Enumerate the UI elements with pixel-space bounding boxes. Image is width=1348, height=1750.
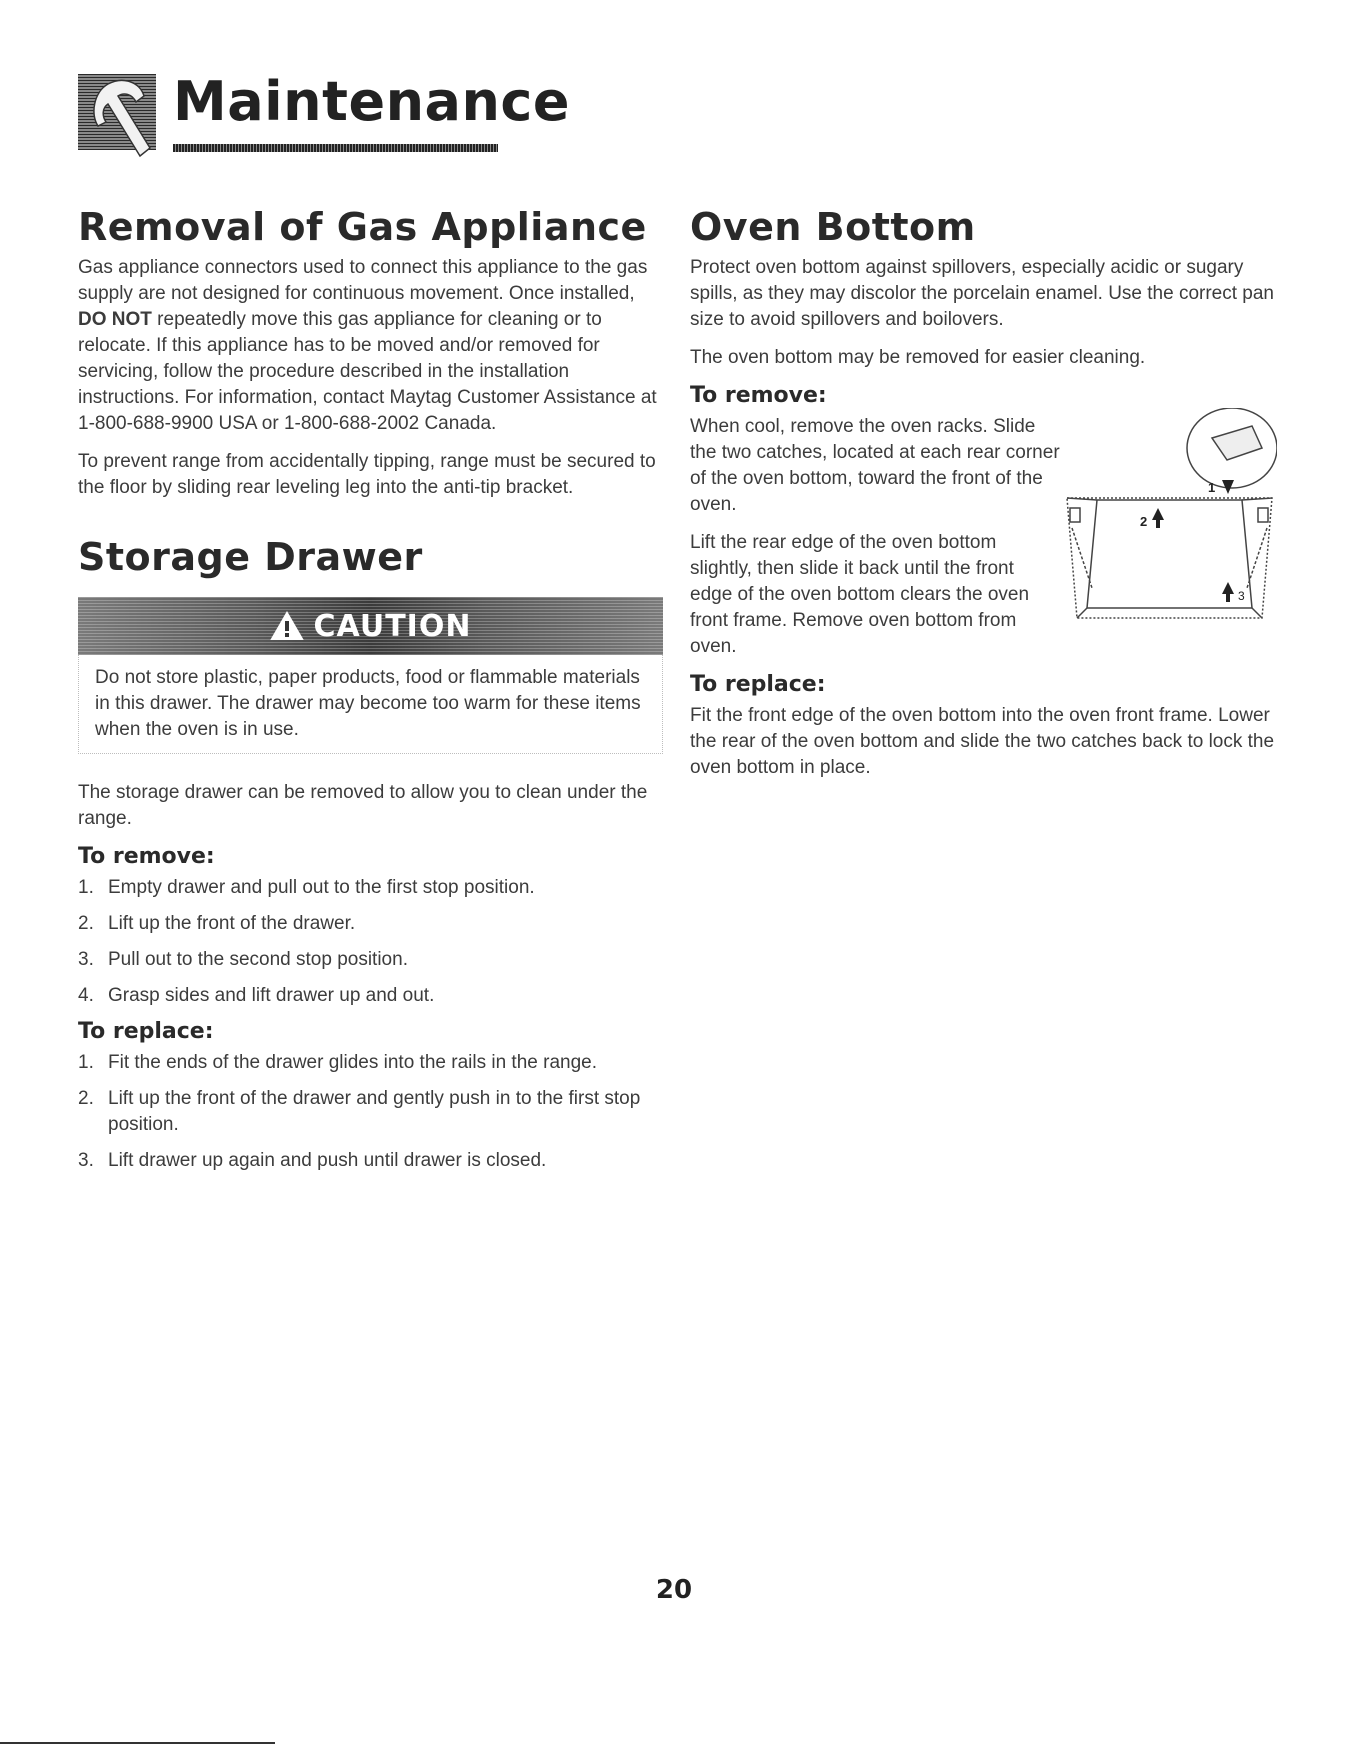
oven-heading: Oven Bottom	[690, 205, 976, 249]
oven-paragraph-2: The oven bottom may be removed for easier cleaning.	[690, 347, 1146, 368]
drawer-intro: The storage drawer can be removed to allow you to clean under the range.	[78, 782, 648, 829]
step-number: 4.	[78, 985, 94, 1006]
step-text: Lift up the front of the drawer.	[108, 913, 356, 934]
gas-text-a: Gas appliance connectors used to connect this appliance to the gas supply are not designed for continuous movement. Once installed,	[78, 257, 648, 304]
list-item	[78, 1148, 663, 1174]
drawer-replace-list	[78, 1050, 663, 1174]
step-text: Lift up the front of the drawer and gently push in to the first stop position.	[108, 1088, 641, 1135]
list-item	[78, 875, 663, 901]
caution-label: CAUTION	[313, 608, 472, 644]
drawer-replace-heading: To replace:	[78, 1019, 214, 1044]
list-item	[78, 947, 663, 973]
drawer-heading: Storage Drawer	[78, 535, 423, 579]
step-number: 2.	[78, 913, 94, 934]
figure-label-2: 2	[1140, 514, 1148, 529]
drawer-remove-list	[78, 875, 663, 1009]
page-header	[78, 62, 571, 162]
arrow-3-icon	[1222, 582, 1234, 594]
list-item	[78, 983, 663, 1009]
do-not-emphasis: DO NOT	[78, 309, 152, 330]
gas-paragraph-2: To prevent range from accidentally tipping, range must be secured to the floor by sliding rear leveling leg into the anti-tip bracket.	[78, 451, 656, 498]
arrow-2-shaft	[1156, 520, 1160, 528]
figure-label-3: 3	[1238, 589, 1245, 603]
arrow-3-shaft	[1226, 594, 1230, 602]
step-text: Grasp sides and lift drawer up and out.	[108, 985, 435, 1006]
oven-bottom-diagram	[1062, 408, 1277, 628]
step-number: 2.	[78, 1088, 94, 1109]
list-item	[78, 1050, 663, 1076]
list-item	[78, 911, 663, 937]
oven-remove-block	[690, 414, 1290, 660]
drawer-remove-heading: To remove:	[78, 844, 215, 869]
arrow-2-icon	[1152, 508, 1164, 520]
right-column	[690, 205, 1290, 793]
step-text: Fit the ends of the drawer glides into the rails in the range.	[108, 1052, 597, 1073]
gas-appliance-section	[78, 205, 663, 501]
step-text: Pull out to the second stop position.	[108, 949, 408, 970]
oven-remove-paragraph-1: When cool, remove the oven racks. Slide the two catches, located at each rear corner of the oven bottom, toward the front of the oven.	[690, 416, 1060, 515]
step-text: Lift drawer up again and push until drawer is closed.	[108, 1150, 547, 1171]
warning-triangle-icon	[270, 611, 304, 641]
oven-bottom-section	[690, 205, 1290, 781]
oven-remove-heading: To remove:	[690, 383, 827, 408]
step-number: 1.	[78, 1052, 94, 1073]
step-text: Empty drawer and pull out to the first stop position.	[108, 877, 535, 898]
gas-paragraph-1	[78, 255, 663, 437]
caution-text: Do not store plastic, paper products, food or flammable materials in this drawer. The drawer may become too warm for these items when the oven is in use.	[78, 655, 663, 754]
figure-label-1: 1	[1208, 480, 1216, 495]
gas-text-b: repeatedly move this gas appliance for cleaning or to relocate. If this appliance has to be moved and/or removed for servicing, follow the procedure described in the installation instructions. For information, contact Maytag Customer Assistance at 1-800-688-9900 USA or 1-800-688-2002 Canada.	[78, 309, 657, 434]
oven-remove-paragraph-2: Lift the rear edge of the oven bottom slightly, then slide it back until the front edge of the oven bottom clears the oven front frame. Remove oven bottom from oven.	[690, 532, 1030, 657]
oven-replace-paragraph: Fit the front edge of the oven bottom into the oven front frame. Lower the rear of the oven bottom and slide the two catches back to lock the oven bottom in place.	[690, 705, 1275, 778]
step-number: 1.	[78, 877, 94, 898]
footer-rule	[0, 1742, 275, 1744]
left-column	[78, 205, 663, 1184]
oven-replace-heading: To replace:	[690, 672, 826, 697]
left-catch	[1070, 508, 1080, 522]
oven-remove-text	[690, 414, 1060, 660]
catch-detail	[1212, 426, 1262, 460]
right-catch	[1258, 508, 1268, 522]
page-title: Maintenance	[173, 70, 571, 133]
step-number: 3.	[78, 949, 94, 970]
caution-label-group	[270, 609, 472, 644]
gas-heading: Removal of Gas Appliance	[78, 205, 647, 249]
title-underline	[173, 144, 498, 152]
step-number: 3.	[78, 1150, 94, 1171]
caution-banner	[78, 597, 663, 655]
list-item	[78, 1086, 663, 1138]
page-number: 20	[655, 1575, 693, 1605]
oven-paragraph-1: Protect oven bottom against spillovers, especially acidic or sugary spills, as they may discolor the porcelain enamel. Use the correct pan size to avoid spillovers and boilovers.	[690, 257, 1274, 330]
wrench-icon	[78, 74, 166, 162]
storage-drawer-section	[78, 535, 663, 1174]
